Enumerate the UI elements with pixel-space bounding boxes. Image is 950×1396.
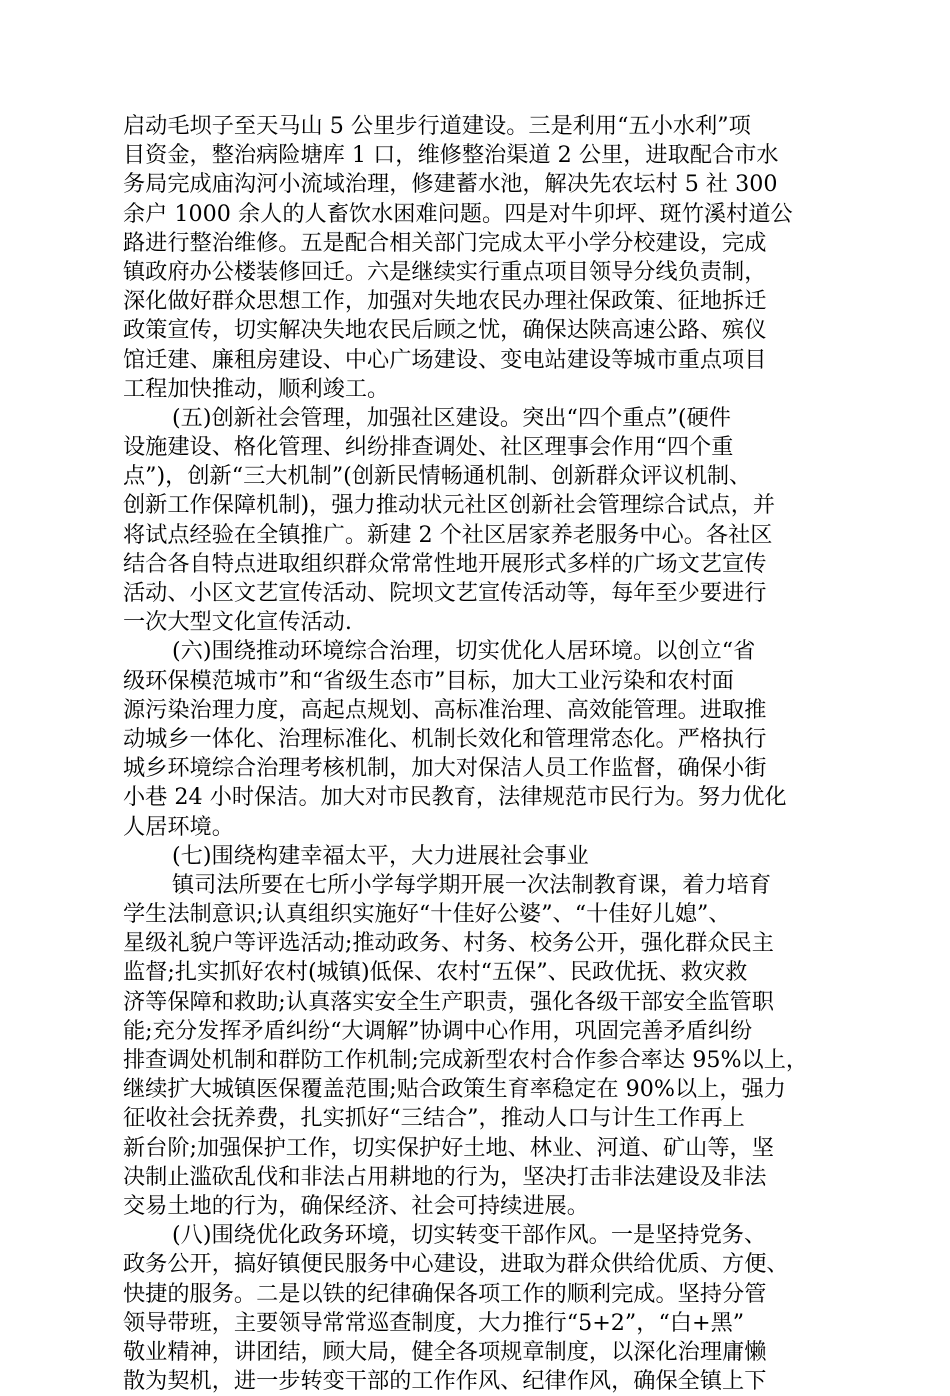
text-line: 交易土地的行为，确保经济、社会可持续进展。: [123, 1192, 589, 1219]
text-line: 镇政府办公楼装修回迁。六是继续实行重点项目领导分线负责制，: [123, 258, 767, 285]
paragraph-first-line: (六)围绕推动环境综合治理，切实优化人居环境。以创立“省: [172, 638, 756, 665]
text-line: 小巷 24 小时保洁。加大对市民教育，法律规范市民行为。努力优化: [123, 784, 787, 811]
text-line: 设施建设、格化管理、纠纷排查调处、社区理事会作用“四个重: [123, 434, 734, 461]
text-line: 余户 1000 余人的人畜饮水困难问题。四是对牛卯坪、斑竹溪村道公: [123, 200, 793, 227]
body-text: [123, 112, 828, 1396]
text-line: 启动毛坝子至天马山 5 公里步行道建设。三是利用“五小水利”项: [123, 113, 751, 139]
text-line: 征收社会抚养费，扎实抓好“三结合”，推动人口与计生工作再上: [123, 1105, 745, 1132]
text-line: 目资金，整治病险塘库 1 口，维修整治渠道 2 公里，进取配合市水: [123, 142, 779, 169]
text-line: 能;充分发挥矛盾纠纷“大调解”协调中心作用，巩固完善矛盾纠纷: [123, 1017, 753, 1044]
text-line: 星级礼貌户等评选活动;推动政务、村务、校务公开，强化群众民主: [123, 930, 774, 957]
text-line: 敬业精神，讲团结，顾大局，健全各项规章制度，以深化治理庸懒: [123, 1338, 767, 1365]
text-line: 级环保模范城市”和“省级生态市”目标，加大工业污染和农村面: [123, 667, 734, 694]
text-line: 活动、小区文艺宣传活动、院坝文艺宣传活动等，每年至少要进行: [123, 580, 767, 606]
paragraph-first-line: (七)围绕构建幸福太平，大力进展社会事业: [172, 842, 589, 869]
text-line: 路进行整治维修。五是配合相关部门完成太平小学分校建设，完成: [123, 229, 767, 256]
text-line: 散为契机，进一步转变干部的工作作风、纪律作风，确保全镇上下: [123, 1368, 767, 1395]
text-line: 动城乡一体化、治理标准化、机制长效化和管理常态化。严格执行: [123, 725, 767, 752]
text-line: 源污染治理力度，高起点规划、高标准治理、高效能管理。进取推: [123, 696, 767, 723]
text-line: 务局完成庙沟河小流域治理，修建蓄水池，解决先农坛村 5 社 300: [123, 171, 778, 198]
paragraph-first-line: (八)围绕优化政务环境，切实转变干部作风。一是坚持党务、: [172, 1222, 767, 1249]
text-line: 济等保障和救助;认真落实安全生产职责，强化各级干部安全监管职: [123, 988, 774, 1015]
text-line: 一次大型文化宣传活动.: [123, 609, 352, 636]
text-line: 监督;扎实抓好农村(城镇)低保、农村“五保”、民政优抚、救灾救: [123, 959, 748, 986]
text-line: 工程加快推动，顺利竣工。: [123, 375, 390, 402]
text-line: 新台阶;加强保护工作，切实保护好土地、林业、河道、矿山等，坚: [123, 1134, 774, 1161]
text-line: 深化做好群众思想工作，加强对失地农民办理社保政策、征地拆迁: [123, 288, 767, 315]
text-line: 将试点经验在全镇推广。新建 2 个社区居家养老服务中心。各社区: [123, 521, 773, 548]
text-line: 政策宣传，切实解决失地农民后顾之忧，确保达陕高速公路、殡仪: [123, 317, 767, 344]
text-line: 馆迁建、廉租房建设、中心广场建设、变电站建设等城市重点项目: [123, 346, 767, 373]
text-line: 决制止滥砍乱伐和非法占用耕地的行为，坚决打击非法建设及非法: [123, 1163, 767, 1190]
text-line: 政务公开，搞好镇便民服务中心建设，进取为群众供给优质、方便、: [123, 1251, 789, 1278]
text-line: 领导带班，主要领导常常巡查制度，大力推行“5+2”，“白+黑”: [123, 1309, 745, 1336]
text-line: 结合各自特点进取组织群众常常性地开展形式多样的广场文艺宣传: [123, 550, 767, 577]
text-line: 人居环境。: [123, 813, 234, 840]
text-line: 创新工作保障机制)，强力推动状元社区创新社会管理综合试点，并: [123, 492, 776, 519]
text-line: 排查调处机制和群防工作机制;完成新型农村合作参合率达 95%以上，: [123, 1047, 809, 1073]
text-line: 快捷的服务。二是以铁的纪律确保各项工作的顺利完成。坚持分管: [123, 1280, 767, 1307]
text-line: 点”)，创新“三大机制”(创新民情畅通机制、创新群众评议机制、: [123, 463, 752, 490]
text-line: 城乡环境综合治理考核机制，加大对保洁人员工作监督，确保小街: [123, 755, 767, 782]
paragraph-first-line: 镇司法所要在七所小学每学期开展一次法制教育课，着力培育: [172, 871, 772, 898]
text-line: 继续扩大城镇医保覆盖范围;贴合政策生育率稳定在 90%以上，强力: [123, 1076, 786, 1103]
paragraph-first-line: (五)创新社会管理，加强社区建设。突出“四个重点”(硬件: [172, 404, 731, 431]
text-line: 学生法制意识;认真组织实施好“十佳好公婆”、“十佳好儿媳”、: [123, 901, 731, 928]
